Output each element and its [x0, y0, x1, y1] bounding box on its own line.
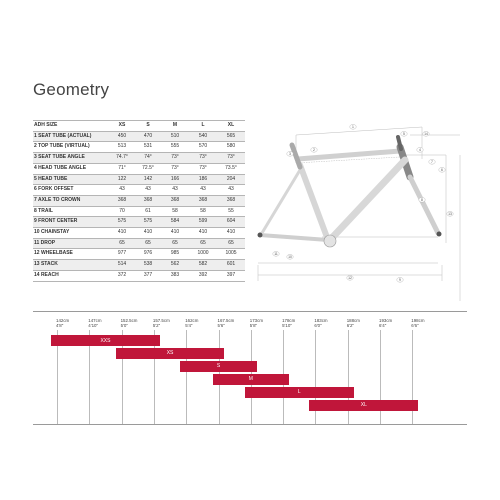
table-cell: 58 — [172, 207, 178, 214]
size-bar-l: L — [245, 387, 354, 398]
height-label — [282, 318, 306, 328]
table-cell: 584 — [170, 218, 180, 225]
height-label — [153, 318, 177, 328]
height-ft: 6'6" — [411, 323, 419, 328]
table-cell: 142 — [143, 175, 153, 182]
table-cell: 470 — [143, 132, 153, 139]
height-label — [185, 318, 209, 328]
column-header-m: M — [172, 122, 178, 128]
row-label: 4 HEAD TUBE ANGLE — [34, 164, 87, 171]
table-cell: 601 — [226, 261, 236, 268]
height-ft: 4'8" — [56, 323, 64, 328]
row-label: 1 SEAT TUBE (ACTUAL) — [34, 132, 92, 139]
table-cell: 582 — [198, 261, 208, 268]
table-cell: 72.5° — [142, 164, 154, 171]
height-cm: 198cm — [411, 318, 425, 323]
height-cm: 147cm — [88, 318, 102, 323]
table-cell: 43 — [172, 186, 178, 193]
dimension-label: 3 — [289, 152, 291, 156]
height-ft: 5'2" — [152, 323, 161, 328]
height-label — [56, 318, 80, 328]
column-header-l: L — [201, 122, 205, 128]
table-cell: 43 — [145, 186, 151, 193]
table-cell: 513 — [117, 143, 127, 150]
row-label: 3 SEAT TUBE ANGLE — [34, 154, 85, 161]
row-label: 10 CHAINSTAY — [34, 229, 70, 236]
column-header-s: S — [146, 122, 150, 128]
page-title: Geometry — [33, 80, 110, 99]
table-cell: 122 — [117, 175, 127, 182]
dimension-label: 7 — [431, 160, 433, 164]
table-cell: 397 — [226, 271, 236, 278]
table-cell: 61 — [145, 207, 151, 214]
size-chart-bottom-rule — [33, 424, 467, 425]
table-cell: 410 — [226, 229, 236, 236]
table-cell: 555 — [170, 143, 180, 150]
table-cell: 570 — [198, 143, 208, 150]
table-cell: 604 — [226, 218, 236, 225]
table-cell: 43 — [228, 186, 234, 193]
table-cell: 73.5° — [225, 164, 237, 171]
table-cell: 74.7° — [116, 154, 128, 161]
table-cell: 599 — [198, 218, 208, 225]
table-cell: 540 — [198, 132, 208, 139]
row-label: 5 HEAD TUBE — [34, 175, 68, 182]
column-header-xl: XL — [227, 122, 235, 128]
table-cell: 410 — [170, 229, 180, 236]
dimension-label: 6 — [441, 168, 443, 172]
table-cell: 73° — [171, 154, 179, 161]
height-label — [218, 318, 242, 328]
height-gridline — [186, 330, 187, 424]
height-cm: 178cm — [282, 318, 296, 323]
table-cell: 43 — [119, 186, 125, 193]
dimension-label: 14 — [424, 132, 428, 136]
table-cell: 383 — [170, 271, 180, 278]
height-cm: 183cm — [314, 318, 328, 323]
row-label: 11 DROP — [34, 239, 56, 246]
height-label — [314, 318, 338, 328]
dimension-label: 5 — [403, 132, 405, 136]
height-label — [250, 318, 274, 328]
table-cell: 65 — [228, 239, 234, 246]
dimension-label: 10 — [288, 255, 292, 259]
height-ft: 6'2" — [346, 323, 354, 328]
table-cell: 186 — [198, 175, 208, 182]
height-label — [379, 318, 403, 328]
row-label: 9 FRONT CENTER — [34, 218, 78, 225]
size-bar-m: M — [213, 374, 290, 385]
table-cell: 58 — [200, 207, 206, 214]
table-cell: 73° — [199, 154, 207, 161]
table-cell: 368 — [170, 196, 180, 203]
height-ft: 5'6" — [217, 323, 225, 328]
table-cell: 410 — [198, 229, 208, 236]
table-cell: 74° — [144, 154, 152, 161]
table-cell: 392 — [198, 271, 208, 278]
dimension-label: 1 — [352, 125, 354, 129]
table-cell: 575 — [117, 218, 127, 225]
height-label — [347, 318, 371, 328]
height-ft: 5'0" — [120, 323, 128, 328]
height-cm: 162cm — [185, 318, 199, 323]
dimension-label: 12 — [348, 276, 352, 280]
row-label: 7 AXLE TO CROWN — [34, 196, 81, 203]
size-bar-xxs: XXS — [51, 335, 160, 346]
table-cell: 1000 — [197, 250, 209, 257]
table-cell: 368 — [198, 196, 208, 203]
row-label: 2 TOP TUBE (VIRTUAL) — [34, 143, 90, 150]
row-label: 6 FORK OFFSET — [34, 186, 74, 193]
dimension-label: 4 — [419, 148, 421, 152]
size-bar-xl: XL — [309, 400, 418, 411]
table-cell: 410 — [117, 229, 127, 236]
height-cm: 188cm — [346, 318, 360, 323]
table-cell: 71° — [118, 164, 126, 171]
dimension-label: 2 — [313, 148, 315, 152]
height-ft: 5'8" — [249, 323, 258, 328]
table-cell: 562 — [170, 261, 180, 268]
table-cell: 43 — [200, 186, 206, 193]
height-label — [88, 318, 112, 328]
table-cell: 450 — [117, 132, 127, 139]
dimension-label: 9 — [399, 278, 401, 282]
row-label: 8 TRAIL — [34, 207, 53, 214]
height-cm: 142cm — [56, 318, 70, 323]
size-chart-top-rule — [33, 311, 467, 312]
table-cell: 368 — [143, 196, 153, 203]
table-cell: 985 — [170, 250, 180, 257]
table-cell: 372 — [117, 271, 127, 278]
height-ft: 5'4" — [185, 323, 193, 328]
table-cell: 65 — [172, 239, 178, 246]
height-label — [121, 318, 145, 328]
dimension-label: 13 — [448, 212, 452, 216]
table-cell: 976 — [143, 250, 153, 257]
row-label: 14 REACH — [34, 271, 59, 278]
table-cell: 65 — [200, 239, 206, 246]
table-cell: 538 — [143, 261, 153, 268]
table-cell: 377 — [143, 271, 153, 278]
table-cell: 73° — [199, 164, 207, 171]
table-cell: 55 — [228, 207, 234, 214]
size-bar-s: S — [180, 361, 257, 372]
column-header-size: ADH SIZE — [34, 122, 58, 128]
table-cell: 368 — [117, 196, 127, 203]
table-cell: 510 — [170, 132, 180, 139]
table-cell: 1005 — [225, 250, 237, 257]
height-label — [411, 318, 435, 328]
height-ft: 6'0" — [314, 323, 322, 328]
table-cell: 977 — [117, 250, 127, 257]
table-cell: 70 — [119, 207, 125, 214]
table-cell: 580 — [226, 143, 236, 150]
table-cell: 531 — [143, 143, 153, 150]
table-cell: 410 — [143, 229, 153, 236]
size-bar-xs: XS — [116, 348, 225, 359]
table-cell: 368 — [226, 196, 236, 203]
height-cm: 193cm — [379, 318, 393, 323]
table-cell: 204 — [226, 175, 236, 182]
height-ft: 6'4" — [379, 323, 387, 328]
table-cell: 73° — [227, 154, 235, 161]
table-cell: 73° — [171, 164, 179, 171]
table-cell: 565 — [226, 132, 236, 139]
table-cell: 65 — [145, 239, 151, 246]
dimension-label: 11 — [274, 252, 278, 256]
table-cell: 65 — [119, 239, 125, 246]
row-label: 13 STACK — [34, 261, 58, 268]
height-cm: 167.5cm — [217, 318, 235, 323]
height-ft: 4'10" — [88, 323, 99, 328]
table-cell: 166 — [170, 175, 180, 182]
height-cm: 173cm — [249, 318, 263, 323]
height-cm: 152.5cm — [120, 318, 138, 323]
row-label: 12 WHEELBASE — [34, 250, 73, 257]
height-cm: 157.5cm — [152, 318, 170, 323]
dimension-label: 8 — [421, 198, 423, 202]
table-cell: 575 — [143, 218, 153, 225]
height-ft: 5'10" — [282, 323, 292, 328]
column-header-xs: XS — [118, 122, 126, 128]
table-cell: 514 — [117, 261, 127, 268]
